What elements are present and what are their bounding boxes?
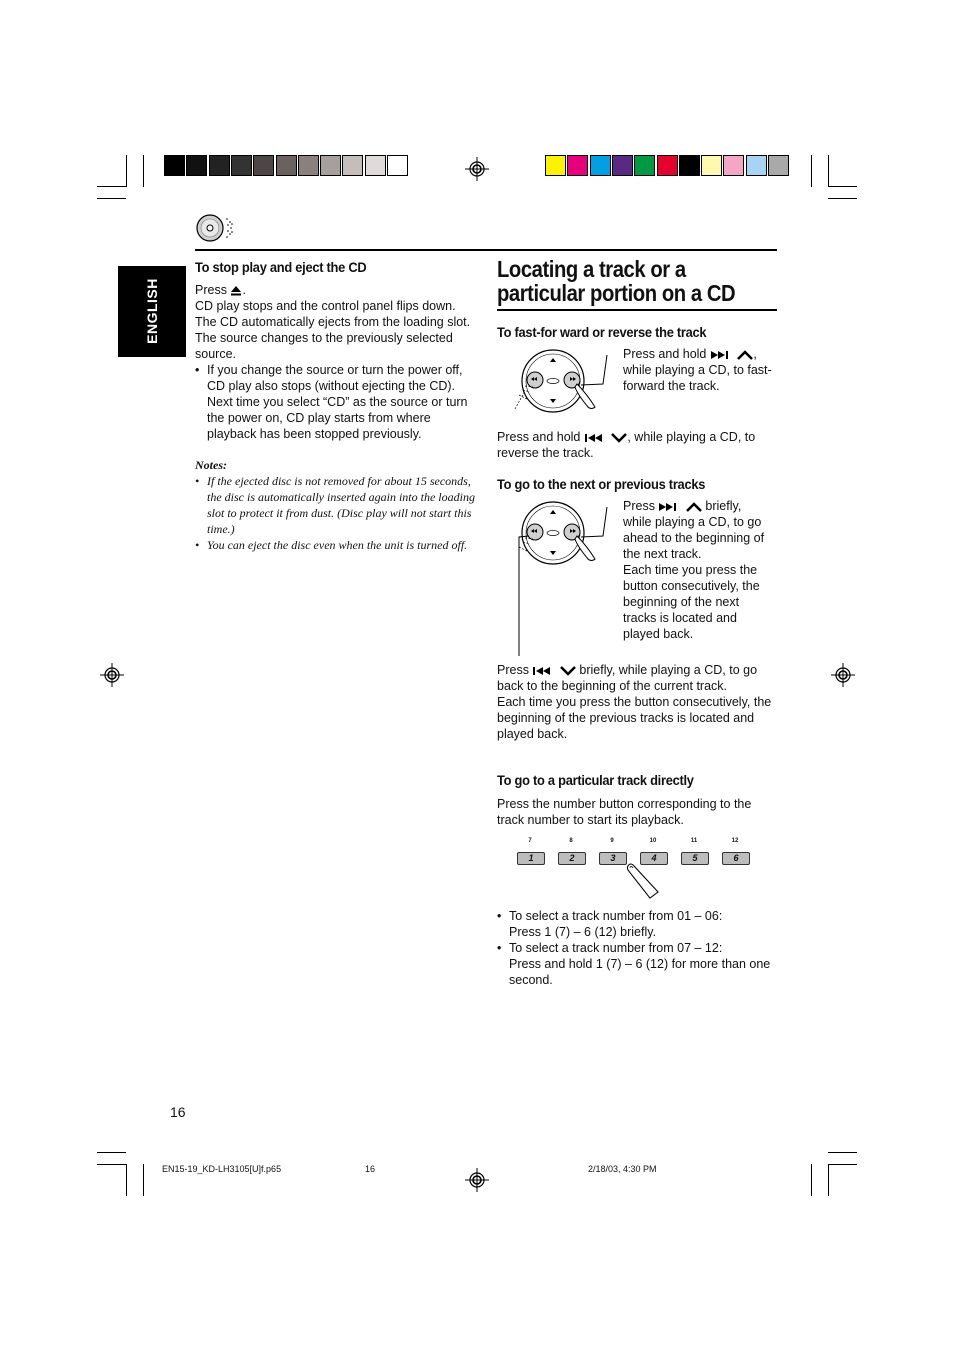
language-tab-label: ENGLISH	[144, 278, 160, 344]
down-chevron-icon	[560, 666, 576, 676]
press-suffix: .	[242, 283, 246, 297]
paragraph	[497, 662, 777, 742]
bullet-line: Press and hold 1 (7) – 6 (12) for more than one second.	[509, 957, 771, 987]
registration-mark-icon	[100, 663, 124, 687]
color-swatch	[634, 155, 655, 176]
bullet-line: • To select a track number from 07 – 12:	[509, 941, 723, 955]
color-swatch	[365, 155, 386, 176]
bullet-line: Press 1 (7) – 6 (12) briefly.	[509, 925, 657, 939]
footer-file: EN15-19_KD-LH3105[U]f.p65	[162, 1164, 282, 1174]
page-title-line: Locating a track or a	[497, 256, 686, 282]
paragraph: Press the number button corresponding to the track number to start its playback.	[497, 797, 752, 827]
color-swatch	[342, 155, 363, 176]
color-swatch	[387, 155, 408, 176]
skip-forward-icon	[710, 350, 734, 360]
callout-prefix: Press	[623, 499, 655, 513]
color-swatch	[701, 155, 722, 176]
cd-icon	[195, 213, 237, 243]
paragraph-continued: Each time you press the button consecutively, the beginning of the previous tracks is located and played back.	[497, 695, 772, 741]
eject-icon	[230, 285, 242, 296]
number-button-3: 3	[599, 852, 627, 865]
page-title	[497, 257, 752, 305]
down-chevron-icon	[611, 433, 627, 443]
color-swatch	[746, 155, 767, 176]
number-button-5: 5	[681, 852, 709, 865]
number-button-6: 6	[722, 852, 750, 865]
callout-paragraph: Each time you press the button consecutively, the beginning of the next tracks is located and played back.	[623, 563, 760, 641]
left-column	[195, 259, 475, 553]
callout-suffix: , while playing a CD, to fast-forward the track.	[623, 347, 772, 393]
paragraph-suffix: briefly, while playing a CD, to go back to the beginning of the current track.	[497, 663, 758, 693]
press-text: Press	[195, 283, 227, 297]
bullet-line: • To select a track number from 01 – 06:	[509, 909, 723, 923]
paragraph-suffix: , while playing a CD, to reverse the track.	[497, 430, 756, 460]
number-button-1: 1	[517, 852, 545, 865]
page-number: 16	[170, 1104, 186, 1120]
section-heading: To go to a particular track directly	[497, 772, 694, 788]
color-swatch	[723, 155, 744, 176]
language-tab	[118, 266, 186, 357]
button-secondary-number: 8	[569, 838, 573, 844]
number-button-4: 4	[640, 852, 668, 865]
finger-icon	[622, 862, 662, 900]
color-swatch	[276, 155, 297, 176]
color-swatch	[231, 155, 252, 176]
callout-prefix: Press and hold	[623, 347, 707, 361]
skip-back-icon	[532, 666, 556, 676]
color-swatch	[164, 155, 185, 176]
paragraph-prefix: Press and hold	[497, 430, 581, 444]
registration-mark-icon	[465, 1168, 489, 1192]
color-swatch	[186, 155, 207, 176]
bullet-list	[497, 908, 782, 988]
button-secondary-number: 7	[528, 838, 532, 844]
color-swatch	[657, 155, 678, 176]
button-secondary-number: 12	[731, 838, 739, 844]
callout-suffix: briefly, while playing a CD, to go ahead to the beginning of the next track.	[623, 499, 765, 561]
color-swatch	[320, 155, 341, 176]
color-swatch	[209, 155, 230, 176]
page-title-line: particular portion on a CD	[497, 280, 736, 306]
color-swatch	[298, 155, 319, 176]
bullet-item	[497, 940, 782, 988]
paragraph: CD play stops and the control panel flips down. The CD automatically ejects from the loading slot. The source changes to the previously selected source.	[195, 299, 471, 361]
footer-page: 16	[365, 1164, 376, 1174]
section-heading: To go to the next or previous tracks	[497, 476, 706, 492]
number-button-2: 2	[558, 852, 586, 865]
button-secondary-number: 9	[610, 838, 614, 844]
button-secondary-number: 11	[690, 838, 698, 844]
paragraph	[497, 429, 777, 461]
paragraph-prefix: Press	[497, 663, 529, 677]
notes-title: Notes:	[195, 458, 227, 472]
skip-forward-icon	[658, 502, 682, 512]
color-swatch	[545, 155, 566, 176]
registration-mark-icon	[465, 157, 489, 181]
note-item: • If the ejected disc is not removed for about 15 seconds, the disc is automatically inserted again into the loading slot to protect it from dust. (Disc play will not start this time.)	[195, 473, 475, 537]
up-chevron-icon	[686, 502, 702, 512]
color-swatch	[590, 155, 611, 176]
control-dial-icon	[495, 347, 620, 417]
color-swatch	[612, 155, 633, 176]
skip-back-icon	[584, 433, 608, 443]
color-swatch	[567, 155, 588, 176]
up-chevron-icon	[737, 350, 753, 360]
header-rule	[195, 249, 777, 251]
color-swatch	[679, 155, 700, 176]
footer-date: 2/18/03, 4:30 PM	[588, 1164, 657, 1174]
bullet-item	[497, 908, 782, 940]
callout-text	[623, 346, 773, 394]
callout-text	[623, 498, 773, 642]
note-item: • You can eject the disc even when the unit is turned off.	[195, 537, 475, 553]
title-rule	[497, 309, 777, 311]
color-swatch	[253, 155, 274, 176]
control-dial-icon	[495, 499, 620, 659]
button-secondary-number: 10	[649, 838, 657, 844]
bullet-item: • If you change the source or turn the power off, CD play also stops (without ejecting the CD). Next time you select “CD” as the source or turn the power on, CD play starts from where playback has been stopped previously.	[195, 362, 475, 442]
color-swatch	[768, 155, 789, 176]
section-heading: To stop play and eject the CD	[195, 259, 367, 275]
section-heading: To fast-for ward or reverse the track	[497, 324, 707, 340]
registration-mark-icon	[831, 663, 855, 687]
press-line	[195, 282, 475, 298]
